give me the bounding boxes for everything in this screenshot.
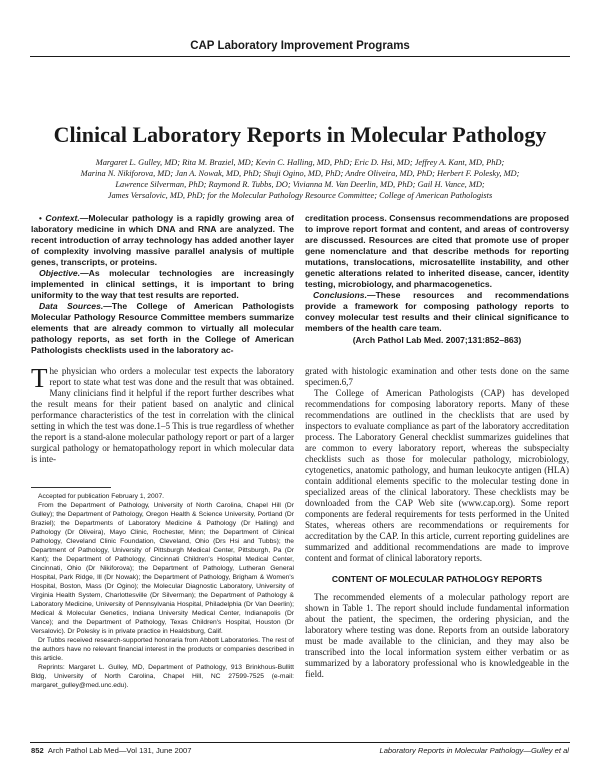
- context-label: Context.: [45, 213, 80, 223]
- page-number: 852: [31, 746, 44, 755]
- sources-text: —The College of American Pathologists Molecular Pathology Resource Committee members summarize elements that are already common to virtually all molecular pathology reports, as set forth in the College of American Pathologists checklists used in the laboratory ac-: [31, 301, 294, 355]
- journal-citation: Arch Pathol Lab Med—Vol 131, June 2007: [47, 746, 192, 755]
- abstract-conclusions: [305, 290, 569, 334]
- footnote-disclosure: Dr Tubbs received research-supported honoraria from Abbott Laboratories. The rest of the authors have no relevant financial interest in the products or companies described in this article.: [31, 637, 294, 662]
- abstract-context: [31, 213, 294, 268]
- abstract-objective: [31, 268, 294, 301]
- author-list: [40, 157, 560, 201]
- context-text: —Molecular pathology is a rapidly growing area of laboratory medicine in which DNA and RNA are analyzed. The recent introduction of array technology has added another layer of complexity involving massive parallel analysis of multiple genes, transcripts, or proteins.: [31, 213, 294, 267]
- conclusions-label: Conclusions.: [313, 290, 367, 300]
- drop-cap: T: [31, 363, 48, 393]
- author-line: Marina N. Nikiforova, MD; Jan A. Nowak, MD, PhD; Shuji Ogino, MD, PhD; Andre Oliveira, MD, PhD; Herbert F. Polesky, MD;: [80, 169, 520, 178]
- body-column-left: [31, 363, 294, 465]
- footnote-rule: [31, 487, 111, 488]
- article-title: Clinical Laboratory Reports in Molecular Pathology: [53, 122, 547, 147]
- author-line: James Versalovic, MD, PhD; for the Molecular Pathology Resource Committee; College of American Pathologists: [107, 191, 493, 200]
- body-column-right: [305, 366, 569, 680]
- intro-text: he physician who orders a molecular test expects the laboratory report to state what test was done and the result that was obtained. Many clinicians find it helpful if the report further describes what the result means for their patient based on analytic and clinical performance characteristics of the test in correlation with the clinical setting in which the test was done.1–5 This is true regardless of whether the report is a stand-alone molecular pathology report or part of a larger surgical pathology or hematopathology report in which molecular data is inte-: [31, 366, 294, 464]
- footnote-affiliations: From the Department of Pathology, University of North Carolina, Chapel Hill (Dr Gulley); the Department of Pathology, Oregon Health & Science University, Portland (Dr Braziel); the Departments of Laboratory Medicine & Pathology (Dr Halling) and Pathology (Dr Oliveira), Mayo Clinic, Rochester, Minn; the Department of Clinical Pathology, Cleveland Clinic Foundation, Cleveland, Ohio (Drs Hsi and Tubbs); the Department of Pathology, University of Pittsburgh Medical Center, Pittsburgh, Pa (Dr Kant); the Department of Pathology, Cincinnati Children's Hospital Medical Center, Cincinnati, Ohio (Dr Nikiforova); the Department of Pathology, Lutheran General Hospital, Park Ridge, Ill (Dr Nowak); the Department of Pathology, Brigham & Women's Hospital, Boston, Mass (Dr Ogino); the Molecular Diagnostic Laboratory, University of Virginia Health System, Charlottesville (Dr Silverman); the Department of Pathology & Laboratory Medicine, University of Pennsylvania Hospital, Philadelphia (Dr Van Deerlin); Medical & Molecular Genetics, Indiana University Medical Center, Indianapolis (Dr Vance); and the Department of Pathology, Texas Children's Hospital, Houston (Dr Versalovic). Dr Polesky is in private practice in Healdsburg, Calif.: [31, 502, 294, 635]
- footnote-accepted: Accepted for publication February 1, 2007.: [38, 493, 165, 500]
- abstract-continuation: creditation process. Consensus recommendations are proposed to improve report format and content, and areas of controversy are discussed. Resources are cited that promote use of proper gene nomenclature and that describe methods for reporting mutations, translocations, microsatellite instability, and other genetic alterations related to inherited disease, cancer, identity testing, microbiology, and pharmacogenetics.: [305, 213, 569, 289]
- footnote-reprints: Reprints: Margaret L. Gulley, MD, Department of Pathology, 913 Brinkhous-Bullitt Bldg, University of North Carolina, Chapel Hill, NC 27599-7525 (e-mail: margaret_gulley@med.unc.edu).: [31, 664, 294, 689]
- footer-left: [31, 746, 191, 755]
- intro-paragraph: [31, 363, 294, 465]
- body-paragraph: The recommended elements of a molecular pathology report are shown in Table 1. The report should include fundamental information about the patient, the specimen, the ordering physician, and the laboratory where testing was done. Reports from an outside laboratory must be made available to the clinician, and they may also be transcribed into the local information system either verbatim or as summarized by a laboratory professional who is knowledgeable in the field.: [305, 592, 569, 679]
- abstract-left: [31, 213, 294, 356]
- section-heading: CONTENT OF MOLECULAR PATHOLOGY REPORTS: [331, 574, 543, 584]
- objective-label: Objective.: [39, 268, 81, 278]
- abstract-sources: [31, 301, 294, 356]
- running-title: Laboratory Reports in Molecular Pathology—Gulley et al: [379, 746, 569, 755]
- footer-rule: [30, 742, 570, 743]
- abstract-right: [305, 213, 569, 346]
- author-line: Margaret L. Gulley, MD; Rita M. Braziel, MD; Kevin C. Halling, MD, PhD; Eric D. Hsi, MD; Jeffrey A. Kant, MD, PhD;: [95, 158, 505, 167]
- bullet-icon: •: [39, 214, 42, 223]
- body-paragraph: grated with histologic examination and other tests done on the same specimen.6,7: [305, 366, 569, 387]
- footnotes: [31, 492, 294, 690]
- abstract-citation: (Arch Pathol Lab Med. 2007;131:852–863): [352, 335, 522, 345]
- series-header: CAP Laboratory Improvement Programs: [190, 40, 410, 52]
- objective-text: —As molecular technologies are increasingly implemented in clinical settings, it is important to bring uniformity to the way that test results are reported.: [31, 268, 294, 300]
- body-paragraph: The College of American Pathologists (CAP) has developed recommendations for composing laboratory reports. Many of these recommendations are outlined in the checklists that are used by inspectors to evaluate compliance as part of the laboratory accreditation process. The Laboratory General checklist summarizes guidelines that are common to every laboratory report, whereas the subspecialty checklists such as those for molecular pathology, microbiology, cytogenetics, anatomic pathology, and human leukocyte antigen (HLA) contain additional elements specific to the molecular testing done in specialized areas of the clinical laboratory. These checklists may be downloaded from the CAP Web site (www.cap.org). Some report components are federal requirements for tests performed in the United States, whereas others are recommendations or requirements for accreditation by the CAP. In this article, current reporting guidelines are summarized and additional recommendations are made to improve content and format of clinical laboratory reports.: [305, 388, 569, 563]
- sources-label: Data Sources.: [39, 301, 104, 311]
- header-rule: [30, 56, 570, 57]
- conclusions-text: —These resources and recommendations provide a framework for composing pathology reports to convey molecular test results and their clinical significance to members of the health care team.: [305, 290, 569, 333]
- author-line: Lawrence Silverman, PhD; Raymond R. Tubbs, DO; Vivianna M. Van Deerlin, MD, PhD; Gail H. Vance, MD;: [115, 180, 485, 189]
